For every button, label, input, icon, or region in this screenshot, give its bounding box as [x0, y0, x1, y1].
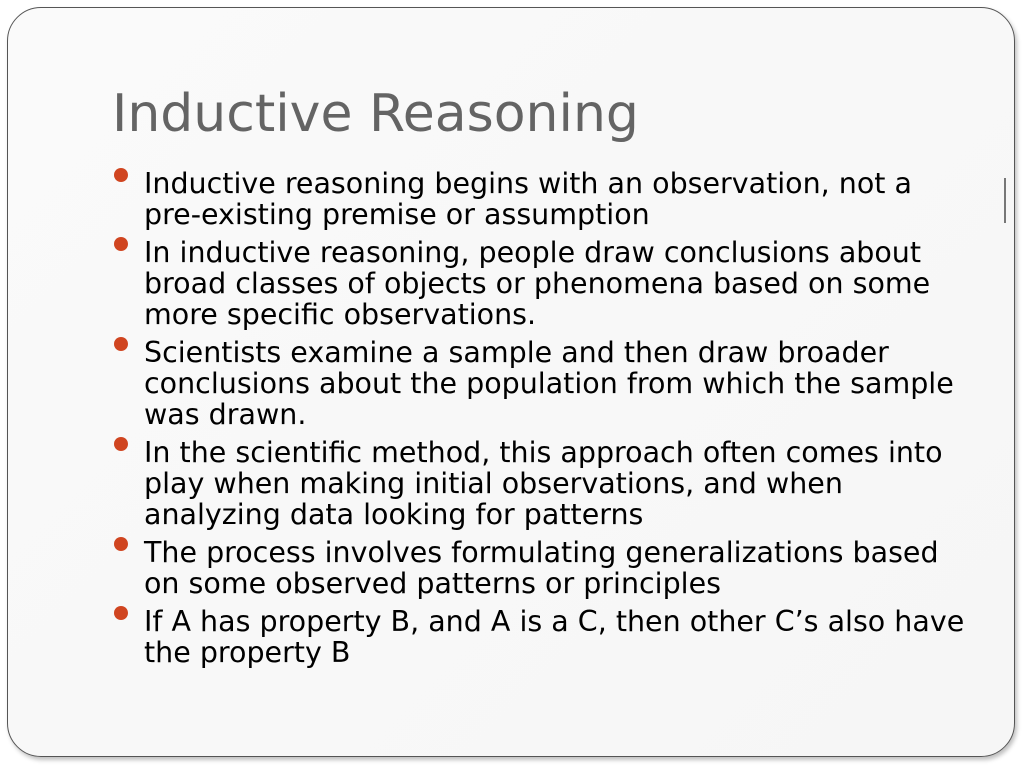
- bullet-item-6: [112, 606, 972, 668]
- bullet-item-5: [112, 537, 972, 599]
- bullet-text: In inductive reasoning, people draw conclusions about broad classes of objects or phenomena based on some more specific observations.: [144, 236, 931, 331]
- slide-edge-mark: [1004, 178, 1006, 223]
- bullet-text: If A has property B, and A is a C, then other C’s also have the property B: [144, 605, 965, 669]
- bullet-item-2: [112, 237, 972, 330]
- bullet-dot-icon: [114, 606, 128, 620]
- bullet-dot-icon: [114, 437, 128, 451]
- bullet-item-4: [112, 437, 972, 530]
- bullet-dot-icon: [114, 237, 128, 251]
- bullet-dot-icon: [114, 337, 128, 351]
- bullet-dot-icon: [114, 168, 128, 182]
- bullet-text: The process involves formulating generalizations based on some observed patterns or principles: [144, 536, 939, 600]
- bullet-item-1: [112, 168, 972, 230]
- bullet-text: Scientists examine a sample and then draw broader conclusions about the population from which the sample was drawn.: [144, 336, 954, 431]
- bullet-text: Inductive reasoning begins with an observation, not a pre-existing premise or assumption: [144, 167, 912, 231]
- bullet-item-3: [112, 337, 972, 430]
- slide-title: Inductive Reasoning: [112, 84, 639, 144]
- bullet-text: In the scientific method, this approach often comes into play when making initial observations, and when analyzing data looking for patterns: [144, 436, 943, 531]
- bullet-list: [112, 168, 972, 675]
- bullet-dot-icon: [114, 537, 128, 551]
